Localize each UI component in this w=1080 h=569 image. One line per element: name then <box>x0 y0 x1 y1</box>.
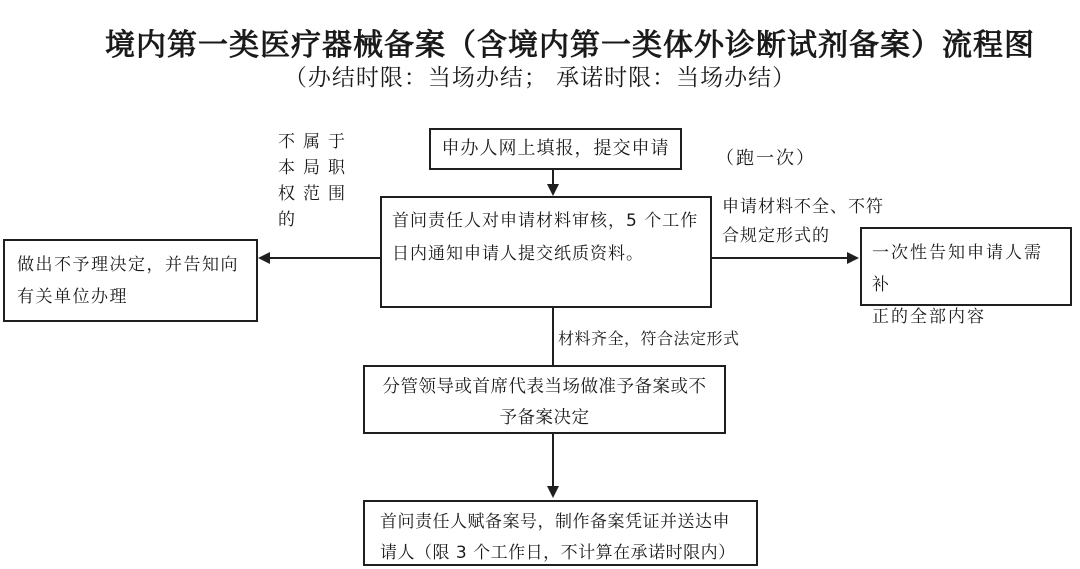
label-incomplete-line1: 申请材料不全、不符 <box>722 197 884 217</box>
node-material-review-line2: 日内通知申请人提交纸质资料。 <box>392 244 644 264</box>
arrow-review-to-notify-line <box>712 257 848 259</box>
label-out-of-scope-line4: 的 <box>278 210 303 230</box>
node-onetime-notification-line1: 一次性告知申请人需补 <box>872 243 1043 295</box>
page-title: 境内第一类医疗器械备案（含境内第一类体外诊断试剂备案）流程图 <box>105 28 1035 63</box>
label-incomplete-line2: 合规定形式的 <box>722 226 830 246</box>
label-out-of-scope-line2: 本局职 <box>278 158 353 178</box>
node-reject-decision-line2: 有关单位办理 <box>17 287 128 307</box>
node-filing-decision-line2: 予备案决定 <box>499 408 590 428</box>
label-complete-materials: 材料齐全，符合法定形式 <box>558 329 740 348</box>
label-out-of-scope-line1: 不属于 <box>278 132 353 152</box>
node-issue-certificate-line1: 首问责任人赋备案号，制作备案凭证并送达申 <box>380 512 730 532</box>
node-filing-decision <box>363 365 726 434</box>
node-material-review-line1: 首问责任人对申请材料审核，5 个工作 <box>392 211 699 231</box>
arrow-review-to-notify-head-icon <box>847 252 859 264</box>
arrow-decision-to-issue-head-icon <box>547 486 559 498</box>
arrow-review-to-reject-head-icon <box>258 252 270 264</box>
node-online-application-text: 申办人网上填报，提交申请 <box>441 138 670 159</box>
node-issue-certificate <box>363 500 758 566</box>
node-onetime-notification <box>860 227 1072 327</box>
page-subtitle: （办结时限：当场办结； 承诺时限：当场办结） <box>283 65 797 91</box>
node-reject-decision-line1: 做出不予理决定，并告知向 <box>17 255 239 275</box>
arrow-apply-to-review-head-icon <box>547 184 559 196</box>
node-filing-decision-line1: 分管领导或首席代表当场做准予备案或不 <box>382 377 707 397</box>
label-out-of-scope-line3: 权范围 <box>278 184 353 204</box>
node-online-application <box>429 128 682 170</box>
node-material-review <box>380 196 712 308</box>
node-reject-decision <box>3 239 258 322</box>
node-issue-certificate-line2: 请人（限 3 个工作日，不计算在承诺时限内） <box>380 543 736 563</box>
node-onetime-notification-line2: 正的全部内容 <box>872 307 986 327</box>
arrow-review-to-reject-line <box>268 257 380 259</box>
arrow-decision-to-issue-line <box>552 434 554 488</box>
connector-review-to-decision-line <box>552 308 554 365</box>
label-out-of-scope <box>278 129 356 233</box>
label-run-once: （跑一次） <box>716 148 816 169</box>
